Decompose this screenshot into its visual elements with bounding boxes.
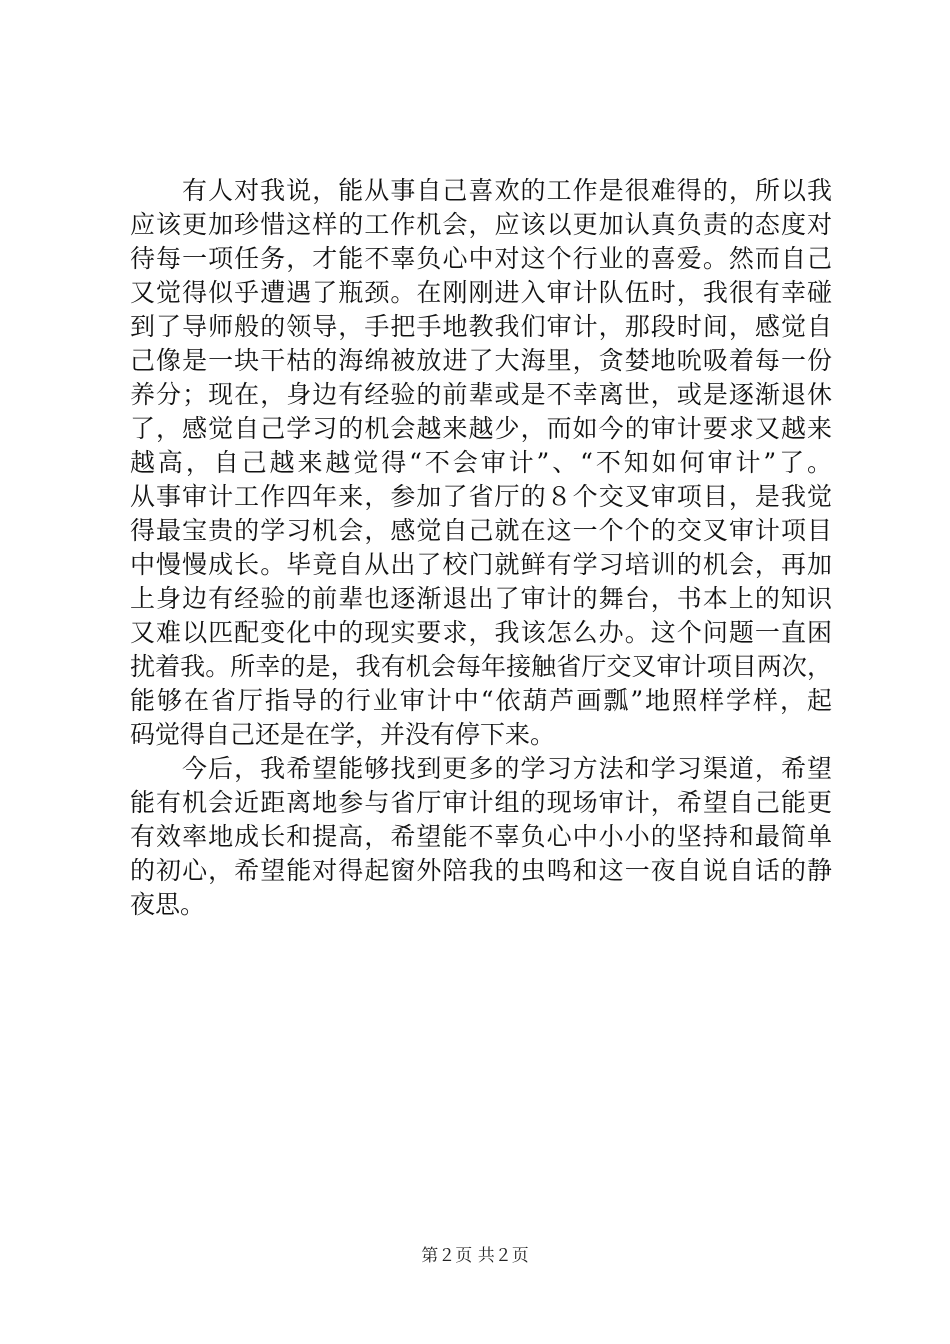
page-number-footer: 第２页 共２页	[421, 1246, 529, 1266]
paragraph-1-line-9: 越高，自己越来越觉得“不会审计”、“不知如何审计”了。	[130, 448, 832, 477]
document-body	[130, 174, 832, 922]
paragraph-1-line-17: 码觉得自己还是在学，并没有停下来。	[130, 720, 556, 749]
paragraph-2-line-5: 夜思。	[130, 890, 206, 919]
paragraph-2-line-2: 能有机会近距离地参与省厅审计组的现场审计，希望自己能更	[130, 788, 832, 817]
paragraph-1-line-11: 得最宝贵的学习机会，感觉自己就在这一个个的交叉审计项目	[130, 516, 832, 545]
paragraph-1-line-4: 又觉得似乎遭遇了瓶颈。在刚刚进入审计队伍时，我很有幸碰	[130, 278, 832, 307]
paragraph-2-line-1: 今后，我希望能够找到更多的学习方法和学习渠道，希望	[182, 754, 832, 783]
paragraph-1-line-1: 有人对我说，能从事自己喜欢的工作是很难得的，所以我	[182, 176, 832, 205]
paragraph-1-line-13: 上身边有经验的前辈也逐渐退出了审计的舞台，书本上的知识	[130, 584, 832, 613]
paragraph-1-line-15: 扰着我。所幸的是，我有机会每年接触省厅交叉审计项目两次，	[130, 652, 832, 681]
paragraph-1-line-10: 从事审计工作四年来，参加了省厅的８个交叉审项目，是我觉	[130, 482, 832, 511]
paragraph-2-line-3: 有效率地成长和提高，希望能不辜负心中小小的坚持和最简单	[130, 822, 832, 851]
paragraph-1-line-3: 待每一项任务，才能不辜负心中对这个行业的喜爱。然而自己	[130, 244, 832, 273]
paragraph-1-line-14: 又难以匹配变化中的现实要求，我该怎么办。这个问题一直困	[130, 618, 832, 647]
paragraph-2-line-4: 的初心，希望能对得起窗外陪我的虫鸣和这一夜自说自话的静	[130, 856, 832, 885]
paragraph-1-line-2: 应该更加珍惜这样的工作机会，应该以更加认真负责的态度对	[130, 210, 832, 239]
paragraph-1-line-16: 能够在省厅指导的行业审计中“依葫芦画瓢”地照样学样，起	[130, 686, 832, 715]
paragraph-1-line-7: 养分；现在，身边有经验的前辈或是不幸离世，或是逐渐退休	[130, 380, 832, 409]
paragraph-1-line-6: 己像是一块干枯的海绵被放进了大海里，贪婪地吮吸着每一份	[130, 346, 832, 375]
paragraph-1-line-5: 到了导师般的领导，手把手地教我们审计，那段时间，感觉自	[130, 312, 832, 341]
paragraph-1-line-8: 了，感觉自己学习的机会越来越少，而如今的审计要求又越来	[130, 414, 832, 443]
paragraph-1-line-12: 中慢慢成长。毕竟自从出了校门就鲜有学习培训的机会，再加	[130, 550, 832, 579]
